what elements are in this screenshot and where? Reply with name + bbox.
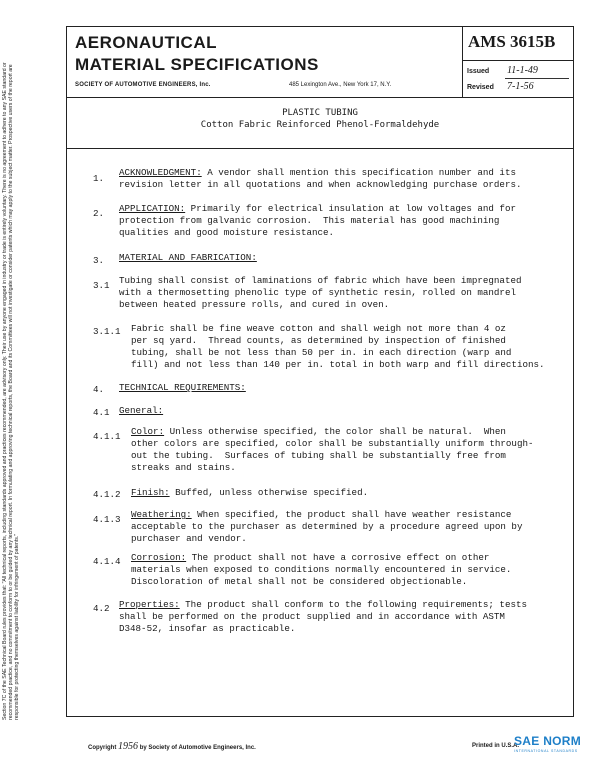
section-3-heading: MATERIAL AND FABRICATION: (119, 252, 257, 263)
section-heading: APPLICATION: (119, 203, 186, 214)
section-number: 4.1.3 (93, 514, 121, 525)
side-legal-notice (2, 40, 62, 720)
section-text: A vendor shall mention this specification number and its (201, 167, 516, 178)
subject-divider (67, 148, 573, 149)
section-4-1-2-line-1 (131, 487, 368, 499)
section-4-1-heading: General: (119, 405, 164, 416)
title-line-2: MATERIAL SPECIFICATIONS (75, 55, 319, 74)
society-name: SOCIETY OF AUTOMOTIVE ENGINEERS, Inc. (75, 82, 211, 88)
footer-copyright (88, 741, 256, 752)
section-text: Primarily for electrical insulation at low voltages and for (185, 203, 516, 214)
section-3-1-1-line-1: Fabric shall be fine weave cotton and shall weigh not more than 4 oz (131, 323, 506, 334)
spec-body (66, 96, 574, 717)
section-heading: ACKNOWLEDGMENT: (119, 167, 202, 178)
copyright-label: Copyright (88, 745, 117, 751)
section-number: 4.1.1 (93, 431, 121, 442)
header-number-block (463, 27, 573, 97)
section-3-1-1-line-4: fill) and not less than 140 per in. total in both warp and fill directions. (131, 359, 545, 370)
section-number: 4.1 (93, 407, 110, 418)
section-3-1-line-1: Tubing shall consist of laminations of fabric which have been impregnated (119, 275, 522, 286)
sae-norm-watermark-sub: INTERNATIONAL STANDARDS (514, 749, 578, 753)
spec-header (66, 26, 574, 98)
section-heading: Color: (131, 426, 165, 437)
section-4-1-4-line-3: Discoloration of metal shall not be considered objectionable. (131, 576, 468, 587)
section-2-line-2: protection from galvanic corrosion. This material has good machining (119, 215, 500, 226)
copyright-year: 1956 (118, 741, 139, 752)
sae-norm-watermark: SAE NORM (514, 734, 582, 748)
section-4-1-1-line-4: streaks and stains. (131, 462, 236, 473)
society-address: 485 Lexington Ave., New York 17, N.Y. (289, 82, 392, 88)
section-2-line-3: qualities and good moisture resistance. (119, 227, 335, 238)
section-number: 3. (93, 255, 105, 266)
section-number: 2. (93, 208, 105, 219)
section-4-1-1-line-3: out the tubing. Surfaces of tubing shall be substantially free from (131, 450, 506, 461)
header-title-block (67, 27, 463, 97)
section-4-1-4-line-2: materials when exposed to conditions normally encountered in service. (131, 564, 512, 575)
section-text: Buffed, unless otherwise specified. (169, 487, 369, 498)
section-4-1-3-line-2: acceptable to the purchaser as determined by a procedure agreed upon by (131, 521, 523, 532)
ams-divider (463, 60, 573, 61)
section-3-1-1-line-2: per sq yard. Thread counts, as determined by inspection of finished (131, 335, 506, 346)
section-4-1-4-line-1 (131, 552, 489, 564)
revised-label: Revised (467, 84, 494, 91)
subject-subtitle: Cotton Fabric Reinforced Phenol-Formaldehyde (200, 120, 440, 130)
section-number: 3.1 (93, 280, 110, 291)
side-legal-text: Section 7C of the SAE Technical Board rules provides that: "All technical reports, including standards approved and practices recommended, are advisory only. Their use by anyone engaged in industry or trade is entirely voluntary. There is no agreement to adhere to any SAE standard or recommended practice, and no commitment to conform to or be guided by any technical report. In formulating and approving technical reports, the Board and its Committees will not investigate or consider patents which may apply to the subject matter. Prospective users of the report are responsible for protecting themselves against liability for infringement of patents." (2, 62, 21, 720)
section-2-line-1 (119, 203, 516, 215)
section-text: The product shall not have a corrosive effect on other (186, 552, 490, 563)
section-heading: Properties: (119, 599, 180, 610)
section-3-1-line-2: with a thermosetting phenolic type of synthetic resin, rolled on mandrel (119, 287, 516, 298)
section-4-1-3-line-1 (131, 509, 511, 521)
section-1-line-1 (119, 167, 516, 179)
section-3-1-line-3: between heated pressure rolls, and cured in oven. (119, 299, 390, 310)
section-4-1-1-line-1 (131, 426, 506, 438)
subject-title: PLASTIC TUBING (282, 108, 358, 118)
issued-label: Issued (467, 68, 490, 75)
ams-number: AMS 3615B (468, 32, 556, 51)
section-1-line-2: revision letter in all quotations and when acknowledging purchase orders. (119, 179, 522, 190)
section-number: 1. (93, 173, 105, 184)
section-text: Unless otherwise specified, the color shall be natural. When (164, 426, 506, 437)
section-number: 4.1.4 (93, 556, 121, 567)
printed-in: Printed in U.S.A. (472, 743, 520, 749)
section-3-1-1-line-3: tubing, shall be not less than 50 per in. in each direction (warp and (131, 347, 512, 358)
section-4-2-line-1 (119, 599, 527, 611)
section-heading: Weathering: (131, 509, 192, 520)
section-text: When specified, the product shall have weather resistance (191, 509, 512, 520)
section-number: 4.1.2 (93, 489, 121, 500)
issued-date: 11-1-49 (507, 65, 538, 76)
section-heading: Finish: (131, 487, 170, 498)
section-4-1-3-line-3: purchaser and vendor. (131, 533, 247, 544)
title-line-1: AERONAUTICAL (75, 33, 217, 52)
section-4-heading: TECHNICAL REQUIREMENTS: (119, 382, 246, 393)
issued-underline (505, 78, 569, 79)
section-4-2-line-3: D348-52, insofar as practicable. (119, 623, 296, 634)
revised-date: 7-1-56 (507, 81, 534, 92)
section-4-2-line-2: shall be performed on the product supplied and in accordance with ASTM (119, 611, 505, 622)
section-number: 4. (93, 384, 105, 395)
section-4-1-1-line-2: other colors are specified, color shall be substantially uniform through- (131, 438, 534, 449)
section-heading: Corrosion: (131, 552, 187, 563)
section-number: 3.1.1 (93, 326, 121, 337)
section-text: The product shall conform to the following requirements; tests (179, 599, 528, 610)
copyright-owner: by Society of Automotive Engineers, Inc. (139, 745, 256, 751)
section-number: 4.2 (93, 603, 110, 614)
